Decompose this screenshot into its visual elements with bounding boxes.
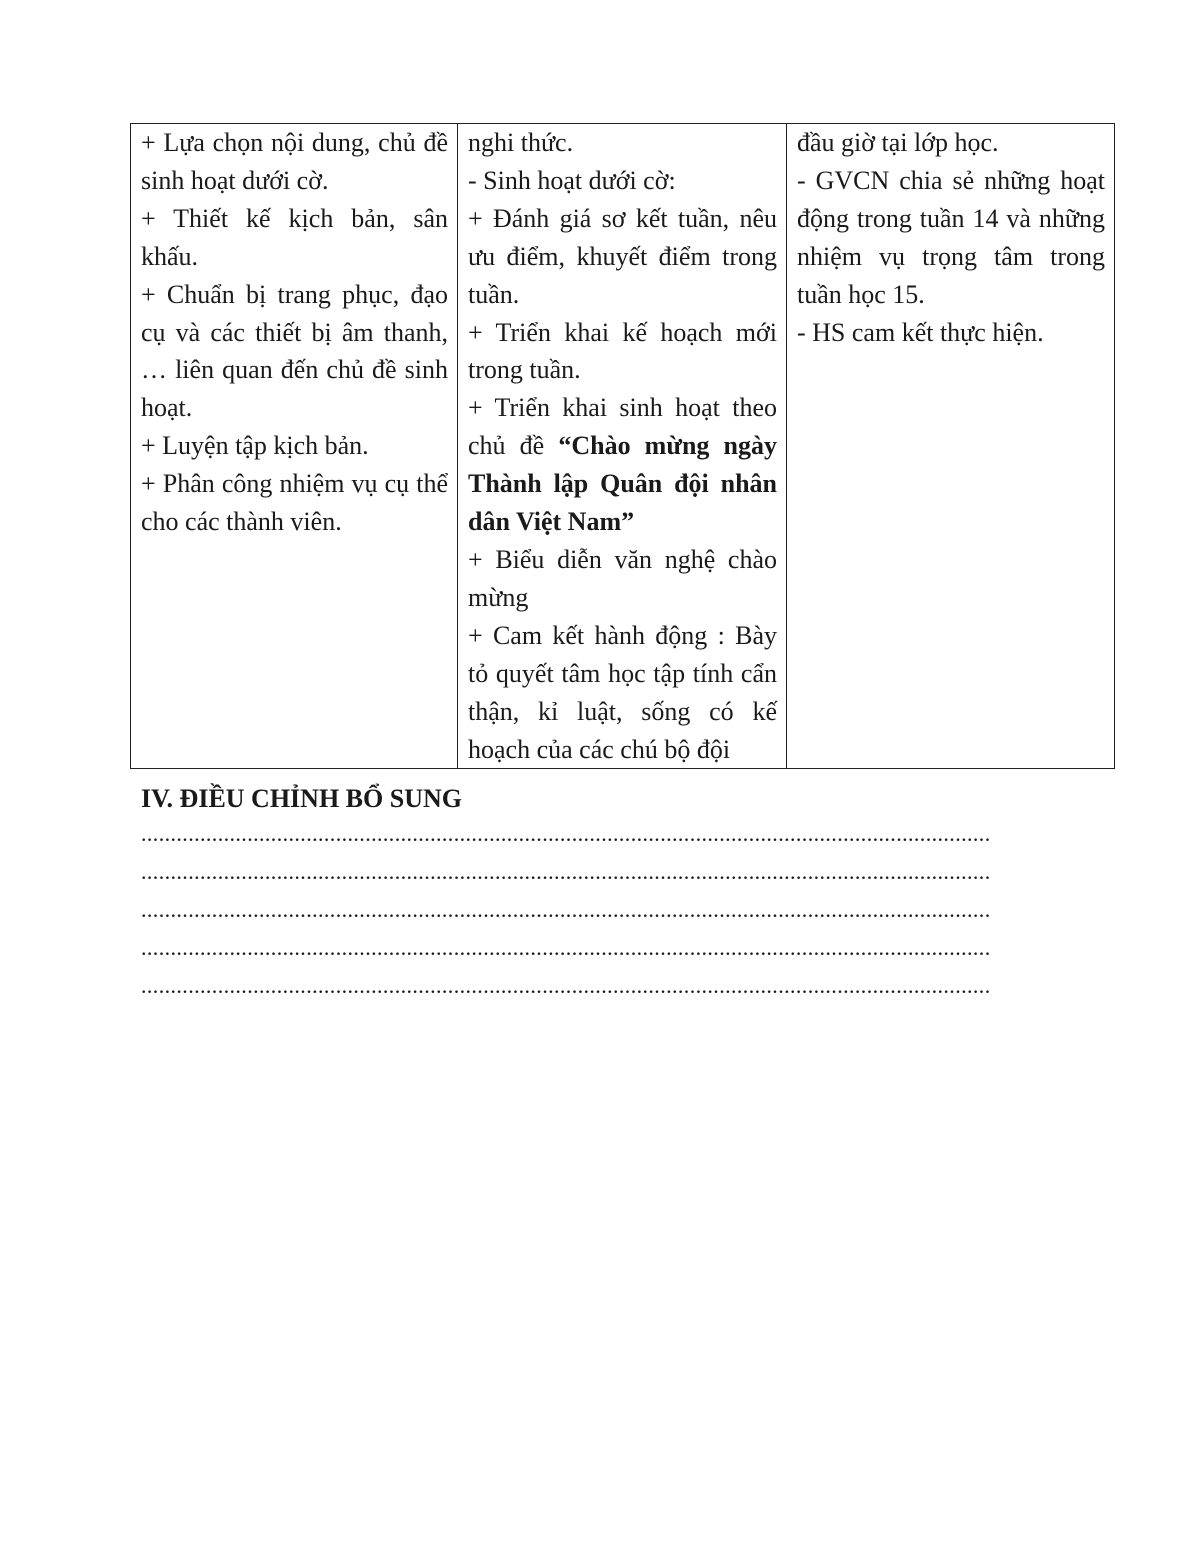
list-item: + Triển khai kế hoạch mới trong tuần. (468, 317, 777, 385)
list-item: đầu giờ tại lớp học. (797, 128, 999, 157)
list-item (468, 389, 777, 541)
dotted-line: ................................................................................................................................................ (141, 859, 991, 885)
list-item: + Chuẩn bị trang phục, đạo cụ và các thiết bị âm thanh, … liên quan đến chủ đề sinh hoạt. (141, 279, 448, 423)
homeroom-column (787, 124, 1115, 769)
document-page (130, 123, 1112, 1005)
list-item: + Lựa chọn nội dung, chủ đề sinh hoạt dưới cờ. (141, 128, 448, 195)
activity-table (130, 123, 1115, 769)
list-item: - HS cam kết thực hiện. (797, 317, 1044, 347)
dotted-line: ................................................................................................................................................ (141, 935, 991, 961)
activity-column (458, 124, 787, 769)
list-item: + Đánh giá sơ kết tuần, nêu ưu điểm, khuyết điểm trong tuần. (468, 203, 777, 309)
list-item: nghi thức. (468, 128, 574, 157)
dotted-line: ................................................................................................................................................ (141, 897, 991, 923)
list-item: + Luyện tập kịch bản. (141, 431, 369, 461)
section-heading: IV. ĐIỀU CHỈNH BỔ SUNG (141, 784, 462, 814)
dotted-line: ................................................................................................................................................ (141, 821, 991, 847)
list-item: + Thiết kế kịch bản, sân khấu. (141, 203, 448, 271)
dotted-line: ................................................................................................................................................ (141, 973, 991, 999)
list-item: - GVCN chia sẻ những hoạt động trong tuần 14 và những nhiệm vụ trọng tâm trong tuần học 15. (797, 165, 1105, 309)
list-item: - Sinh hoạt dưới cờ: (468, 165, 676, 195)
topic-intro-text: + Triển khai sinh hoạt theo chủ đề (468, 393, 777, 461)
list-item: + Biểu diễn văn nghệ chào mừng (468, 544, 777, 612)
list-item: + Cam kết hành động : Bày tỏ quyết tâm học tập tính cẩn thận, kỉ luật, sống có kế hoạch của các chú bộ đội (468, 620, 777, 764)
list-item: + Phân công nhiệm vụ cụ thể cho các thành viên. (141, 469, 448, 537)
table-row (131, 124, 1115, 769)
preparation-column (131, 124, 458, 769)
topic-title: “Chào mừng ngày Thành lập Quân đội nhân dân Việt Nam” (468, 431, 777, 537)
